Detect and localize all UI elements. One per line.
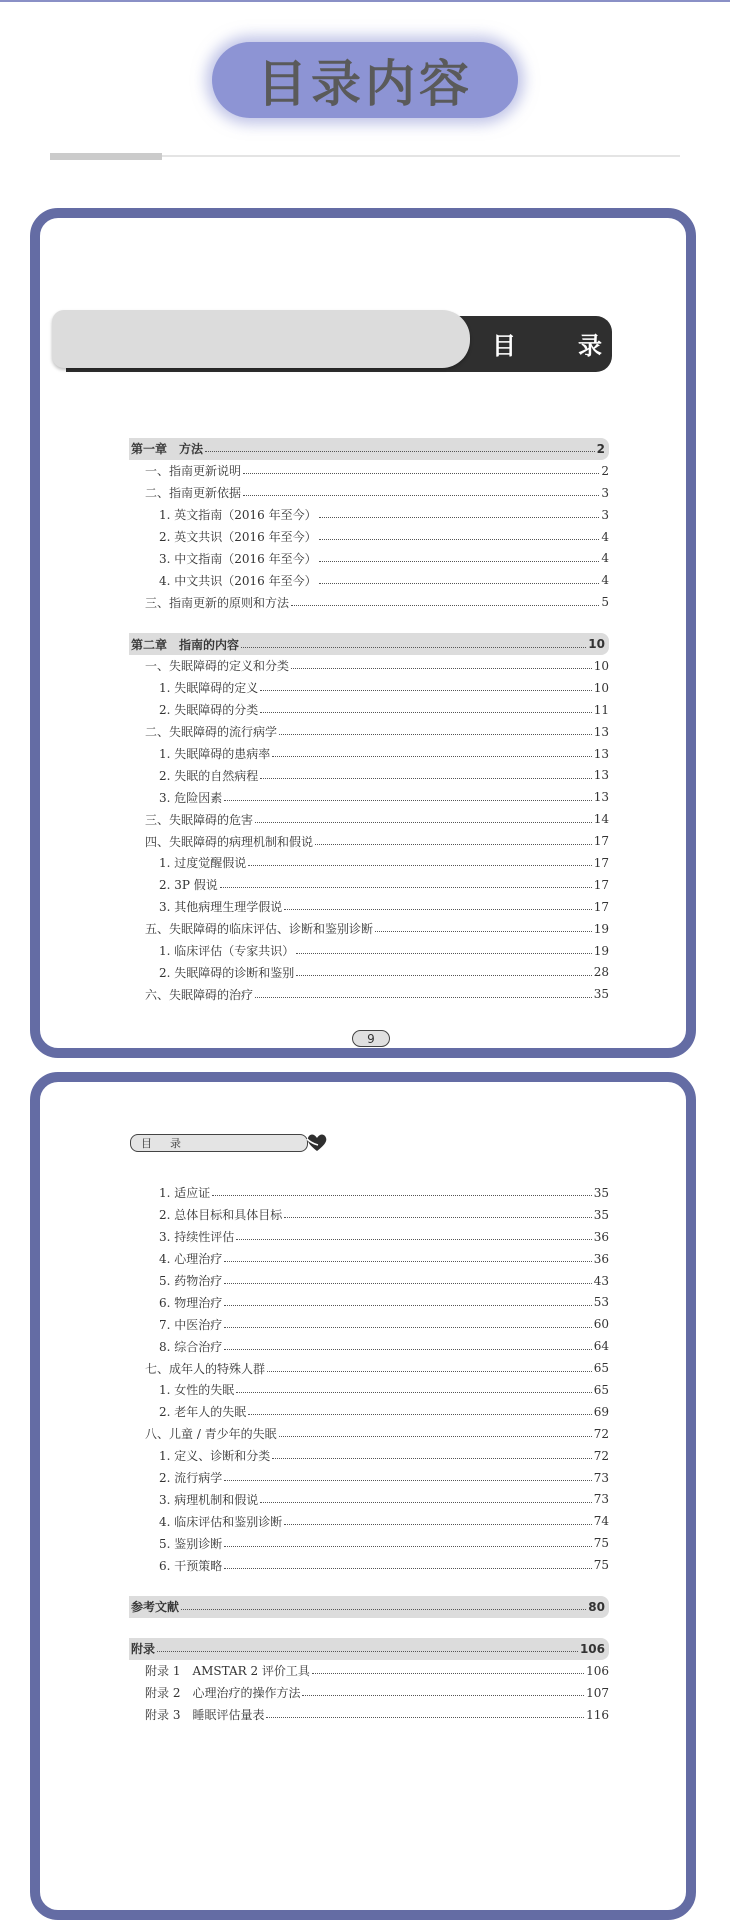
toc-entry-title: 3. 中文指南（2016 年至今） <box>159 551 317 566</box>
toc-dot-leader <box>284 1217 591 1218</box>
toc-entry-page: 73 <box>593 1470 609 1485</box>
toc-entry-title: 1. 女性的失眠 <box>159 1383 235 1398</box>
toc-dot-leader <box>296 975 591 976</box>
toc-page-1 <box>30 208 696 1058</box>
toc-entry[interactable] <box>129 1204 609 1226</box>
toc-entry-title: 2. 3P 假说 <box>159 878 218 893</box>
toc-entry-page: 4 <box>601 551 609 566</box>
toc-spacer <box>129 1576 609 1596</box>
toc-entry[interactable] <box>129 1291 609 1313</box>
toc-entry-page: 3 <box>601 507 609 522</box>
toc-entry[interactable] <box>129 1423 609 1445</box>
toc-entry-page: 4 <box>601 529 609 544</box>
toc-entry[interactable] <box>129 743 609 765</box>
toc-dot-leader <box>260 690 591 691</box>
toc-entry-page: 13 <box>593 746 609 761</box>
toc-entry-page: 19 <box>593 921 609 936</box>
toc-entry-page: 106 <box>586 1663 609 1678</box>
toc-dot-leader <box>315 844 592 845</box>
toc-entry-title: 2. 英文共识（2016 年至今） <box>159 530 317 544</box>
toc-entry[interactable] <box>129 699 609 721</box>
toc-entry-title: 1. 定义、诊断和分类 <box>159 1449 271 1464</box>
toc-entry[interactable] <box>129 983 609 1005</box>
toc-entry-title: 3. 其他病理生理学假说 <box>159 900 283 915</box>
toc-chapter-entry[interactable] <box>129 438 609 460</box>
toc-dot-leader <box>266 1717 584 1718</box>
toc-entry-title: 四、失眠障碍的病理机制和假说 <box>145 834 314 849</box>
toc-entry-title: 3. 持续性评估 <box>159 1230 235 1245</box>
toc-dot-leader <box>260 712 591 713</box>
toc-entry-title: 七、成年人的特殊人群 <box>145 1361 266 1376</box>
toc-dot-leader <box>267 1371 592 1372</box>
toc-dot-leader <box>279 734 592 735</box>
toc-entry-page: 75 <box>593 1536 609 1551</box>
toc-entry-title: 6. 干预策略 <box>159 1558 223 1573</box>
toc-entry[interactable] <box>129 786 609 808</box>
banner-label-left: 目 <box>492 332 516 360</box>
toc-entry-title: 三、失眠障碍的危害 <box>145 812 254 827</box>
toc-entry[interactable] <box>129 569 609 591</box>
toc-entry-title: 7. 中医治疗 <box>159 1317 223 1332</box>
toc-entry-page: 17 <box>593 899 609 914</box>
toc-dot-leader <box>248 865 591 866</box>
toc-entry-page: 35 <box>593 1207 609 1222</box>
toc-entry-page: 116 <box>586 1707 609 1722</box>
toc-entry[interactable] <box>129 1379 609 1401</box>
toc-entry-title: 1. 临床评估（专家共识） <box>159 944 295 959</box>
toc-entry-page: 36 <box>593 1251 609 1266</box>
toc-entry-page: 36 <box>593 1229 609 1244</box>
running-header-right: 录 <box>170 1137 181 1150</box>
toc-entry-title: 二、指南更新依据 <box>145 486 242 501</box>
toc-dot-leader <box>319 561 600 562</box>
toc-dot-leader <box>279 1436 592 1437</box>
toc-dot-leader <box>319 583 600 584</box>
toc-entry-title: 1. 过度觉醒假说 <box>159 856 247 871</box>
toc-entry-page: 13 <box>593 724 609 739</box>
toc-dot-leader <box>260 778 591 779</box>
toc-entry[interactable] <box>129 1313 609 1335</box>
toc-entry-title: 一、指南更新说明 <box>145 464 242 479</box>
toc-dot-leader <box>291 668 592 669</box>
toc-spacer <box>129 1618 609 1638</box>
toc-entry[interactable] <box>129 874 609 896</box>
banner-label-right: 录 <box>578 332 602 360</box>
toc-dot-leader <box>243 495 599 496</box>
toc-entry[interactable] <box>129 1226 609 1248</box>
title-banner <box>212 42 518 118</box>
toc-entry[interactable] <box>129 896 609 918</box>
toc-dot-leader <box>205 451 595 452</box>
toc-entry-title: 第二章 指南的内容 <box>131 637 240 652</box>
toc-entry[interactable] <box>129 1554 609 1576</box>
toc-dot-leader <box>284 909 591 910</box>
toc-entry-page: 11 <box>593 702 609 717</box>
toc-entry-title: 附录 3 睡眠评估量表 <box>145 1708 265 1723</box>
toc-entry[interactable] <box>129 1682 609 1704</box>
toc-entry-title: 参考文献 <box>131 1600 180 1615</box>
toc-entry-page: 35 <box>593 1185 609 1200</box>
banner-light-tab <box>52 310 470 368</box>
page-number-badge <box>352 1030 390 1047</box>
toc-chapter-entry[interactable] <box>129 1638 609 1660</box>
page-number: 9 <box>367 1031 375 1046</box>
toc-entry[interactable] <box>129 1401 609 1423</box>
toc-entry-title: 五、失眠障碍的临床评估、诊断和鉴别诊断 <box>145 922 374 937</box>
toc-entry-title: 第一章 方法 <box>131 442 204 457</box>
toc-entry[interactable] <box>129 1660 609 1682</box>
toc-dot-leader <box>284 1524 591 1525</box>
toc-entry-page: 107 <box>586 1685 609 1700</box>
toc-entry[interactable] <box>129 721 609 743</box>
toc-entry-title: 1. 适应证 <box>159 1186 211 1201</box>
toc-entry-title: 附录 1 AMSTAR 2 评价工具 <box>145 1664 310 1679</box>
toc-entry-page: 10 <box>588 637 605 652</box>
toc-entry-page: 13 <box>593 768 609 783</box>
toc-entry-page: 72 <box>593 1426 609 1441</box>
toc-entry-page: 60 <box>593 1317 609 1332</box>
toc-entry-title: 2. 流行病学 <box>159 1471 223 1486</box>
toc-entry[interactable] <box>129 655 609 677</box>
toc-dot-leader <box>319 517 600 518</box>
toc-entry-page: 80 <box>588 1599 605 1614</box>
toc-entry-page: 13 <box>593 790 609 805</box>
toc-entry[interactable] <box>129 1488 609 1510</box>
toc-entry[interactable] <box>129 940 609 962</box>
toc-entry[interactable] <box>129 830 609 852</box>
toc-dot-leader <box>224 1305 591 1306</box>
toc-entry[interactable] <box>129 1270 609 1292</box>
toc-dot-leader <box>224 1568 591 1569</box>
contents-header-banner <box>52 310 612 374</box>
toc-entry-title: 2. 失眠障碍的分类 <box>159 703 259 718</box>
toc-entry-title: 附录 <box>131 1642 156 1657</box>
toc-entry[interactable] <box>129 1510 609 1532</box>
toc-entry-page: 65 <box>593 1361 609 1376</box>
toc-entry-title: 六、失眠障碍的治疗 <box>145 987 254 1002</box>
toc-entry-page: 43 <box>593 1273 609 1288</box>
toc-dot-leader <box>260 1502 591 1503</box>
toc-entry[interactable] <box>129 764 609 786</box>
toc-entry-page: 14 <box>593 812 609 827</box>
toc-entry[interactable] <box>129 1704 609 1726</box>
toc-entry-page: 65 <box>593 1382 609 1397</box>
toc-entry[interactable] <box>129 1467 609 1489</box>
toc-list-2 <box>129 1182 609 1725</box>
toc-dot-leader <box>291 605 599 606</box>
toc-dot-leader <box>224 1261 591 1262</box>
toc-dot-leader <box>157 1651 578 1652</box>
toc-entry-page: 10 <box>593 658 609 673</box>
toc-entry-title: 3. 危险因素 <box>159 790 223 805</box>
top-rule <box>0 0 730 2</box>
toc-entry-title: 4. 心理治疗 <box>159 1252 223 1267</box>
toc-dot-leader <box>224 1349 591 1350</box>
toc-entry[interactable] <box>129 677 609 699</box>
toc-entry-title: 1. 失眠障碍的患病率 <box>159 747 271 762</box>
toc-entry[interactable] <box>129 918 609 940</box>
toc-entry[interactable] <box>129 482 609 504</box>
toc-entry-page: 17 <box>593 855 609 870</box>
toc-dot-leader <box>312 1673 584 1674</box>
toc-entry-page: 69 <box>593 1404 609 1419</box>
toc-entry-title: 5. 鉴别诊断 <box>159 1536 223 1551</box>
toc-dot-leader <box>236 1239 591 1240</box>
toc-entry-page: 2 <box>596 441 605 456</box>
toc-chapter-entry[interactable] <box>129 1596 609 1618</box>
toc-entry-page: 73 <box>593 1492 609 1507</box>
toc-entry-page: 35 <box>593 987 609 1002</box>
toc-dot-leader <box>236 1392 591 1393</box>
toc-dot-leader <box>224 1283 591 1284</box>
toc-entry-title: 二、失眠障碍的流行病学 <box>145 725 278 740</box>
toc-entry-page: 75 <box>593 1558 609 1573</box>
toc-entry-title: 2. 老年人的失眠 <box>159 1405 247 1420</box>
toc-entry-page: 3 <box>601 485 609 500</box>
toc-dot-leader <box>248 1414 591 1415</box>
running-header <box>130 1134 308 1152</box>
toc-dot-leader <box>181 1609 586 1610</box>
toc-entry-page: 64 <box>593 1339 609 1354</box>
toc-dot-leader <box>243 473 599 474</box>
toc-spacer <box>129 613 609 633</box>
toc-page-2 <box>30 1072 696 1920</box>
toc-entry-title: 6. 物理治疗 <box>159 1295 223 1310</box>
toc-dot-leader <box>212 1195 591 1196</box>
toc-dot-leader <box>241 647 586 648</box>
toc-entry-page: 17 <box>593 834 609 849</box>
toc-dot-leader <box>319 539 600 540</box>
toc-entry-page: 4 <box>601 573 609 588</box>
toc-dot-leader <box>224 1546 591 1547</box>
toc-entry[interactable] <box>129 526 609 548</box>
toc-entry-title: 附录 2 心理治疗的操作方法 <box>145 1686 301 1701</box>
toc-entry-title: 2. 失眠障碍的诊断和鉴别 <box>159 965 295 980</box>
toc-entry-page: 2 <box>601 463 609 478</box>
toc-entry-title: 八、儿童 / 青少年的失眠 <box>145 1427 277 1442</box>
toc-dot-leader <box>302 1695 584 1696</box>
toc-dot-leader <box>224 1480 591 1481</box>
toc-entry-title: 一、失眠障碍的定义和分类 <box>145 659 290 674</box>
toc-entry-title: 2. 总体目标和具体目标 <box>159 1208 283 1223</box>
toc-entry[interactable] <box>129 547 609 569</box>
toc-entry-title: 2. 失眠的自然病程 <box>159 768 259 783</box>
toc-entry[interactable] <box>129 1182 609 1204</box>
toc-dot-leader <box>296 953 591 954</box>
toc-entry[interactable] <box>129 1248 609 1270</box>
separator-accent <box>50 153 162 160</box>
toc-dot-leader <box>272 1458 591 1459</box>
toc-entry[interactable] <box>129 460 609 482</box>
toc-entry[interactable] <box>129 808 609 830</box>
toc-dot-leader <box>224 800 591 801</box>
toc-entry-title: 8. 综合治疗 <box>159 1339 223 1354</box>
toc-entry[interactable] <box>129 961 609 983</box>
toc-entry[interactable] <box>129 1445 609 1467</box>
toc-entry-page: 10 <box>593 680 609 695</box>
toc-chapter-entry[interactable] <box>129 633 609 655</box>
toc-entry[interactable] <box>129 591 609 613</box>
toc-entry[interactable] <box>129 504 609 526</box>
toc-entry-page: 74 <box>593 1514 609 1529</box>
toc-entry-page: 28 <box>593 965 609 980</box>
toc-entry-page: 72 <box>593 1448 609 1463</box>
toc-entry-title: 1. 英文指南（2016 年至今） <box>159 508 317 523</box>
toc-entry-page: 17 <box>593 877 609 892</box>
toc-list-1 <box>129 438 609 1005</box>
toc-dot-leader <box>272 756 591 757</box>
toc-entry[interactable] <box>129 1335 609 1357</box>
heart-ornament-icon <box>304 1130 330 1154</box>
toc-entry-title: 4. 临床评估和鉴别诊断 <box>159 1514 283 1529</box>
toc-dot-leader <box>224 1327 591 1328</box>
toc-entry[interactable] <box>129 852 609 874</box>
title-text: 目录内容 <box>257 55 473 113</box>
toc-entry-page: 5 <box>601 595 609 610</box>
toc-dot-leader <box>375 931 592 932</box>
toc-entry-title: 5. 药物治疗 <box>159 1274 223 1288</box>
toc-entry-page: 106 <box>579 1641 605 1656</box>
toc-entry-title: 3. 病理机制和假说 <box>159 1492 259 1507</box>
running-header-left: 目 <box>141 1137 152 1150</box>
toc-dot-leader <box>220 887 592 888</box>
toc-entry-title: 1. 失眠障碍的定义 <box>159 681 259 696</box>
toc-entry-page: 19 <box>593 943 609 958</box>
toc-dot-leader <box>255 822 592 823</box>
toc-entry-title: 4. 中文共识（2016 年至今） <box>159 573 317 588</box>
toc-entry[interactable] <box>129 1357 609 1379</box>
toc-entry-title: 三、指南更新的原则和方法 <box>145 595 290 610</box>
banner-label <box>492 326 602 361</box>
toc-dot-leader <box>255 997 592 998</box>
toc-entry-page: 53 <box>593 1295 609 1310</box>
toc-entry[interactable] <box>129 1532 609 1554</box>
